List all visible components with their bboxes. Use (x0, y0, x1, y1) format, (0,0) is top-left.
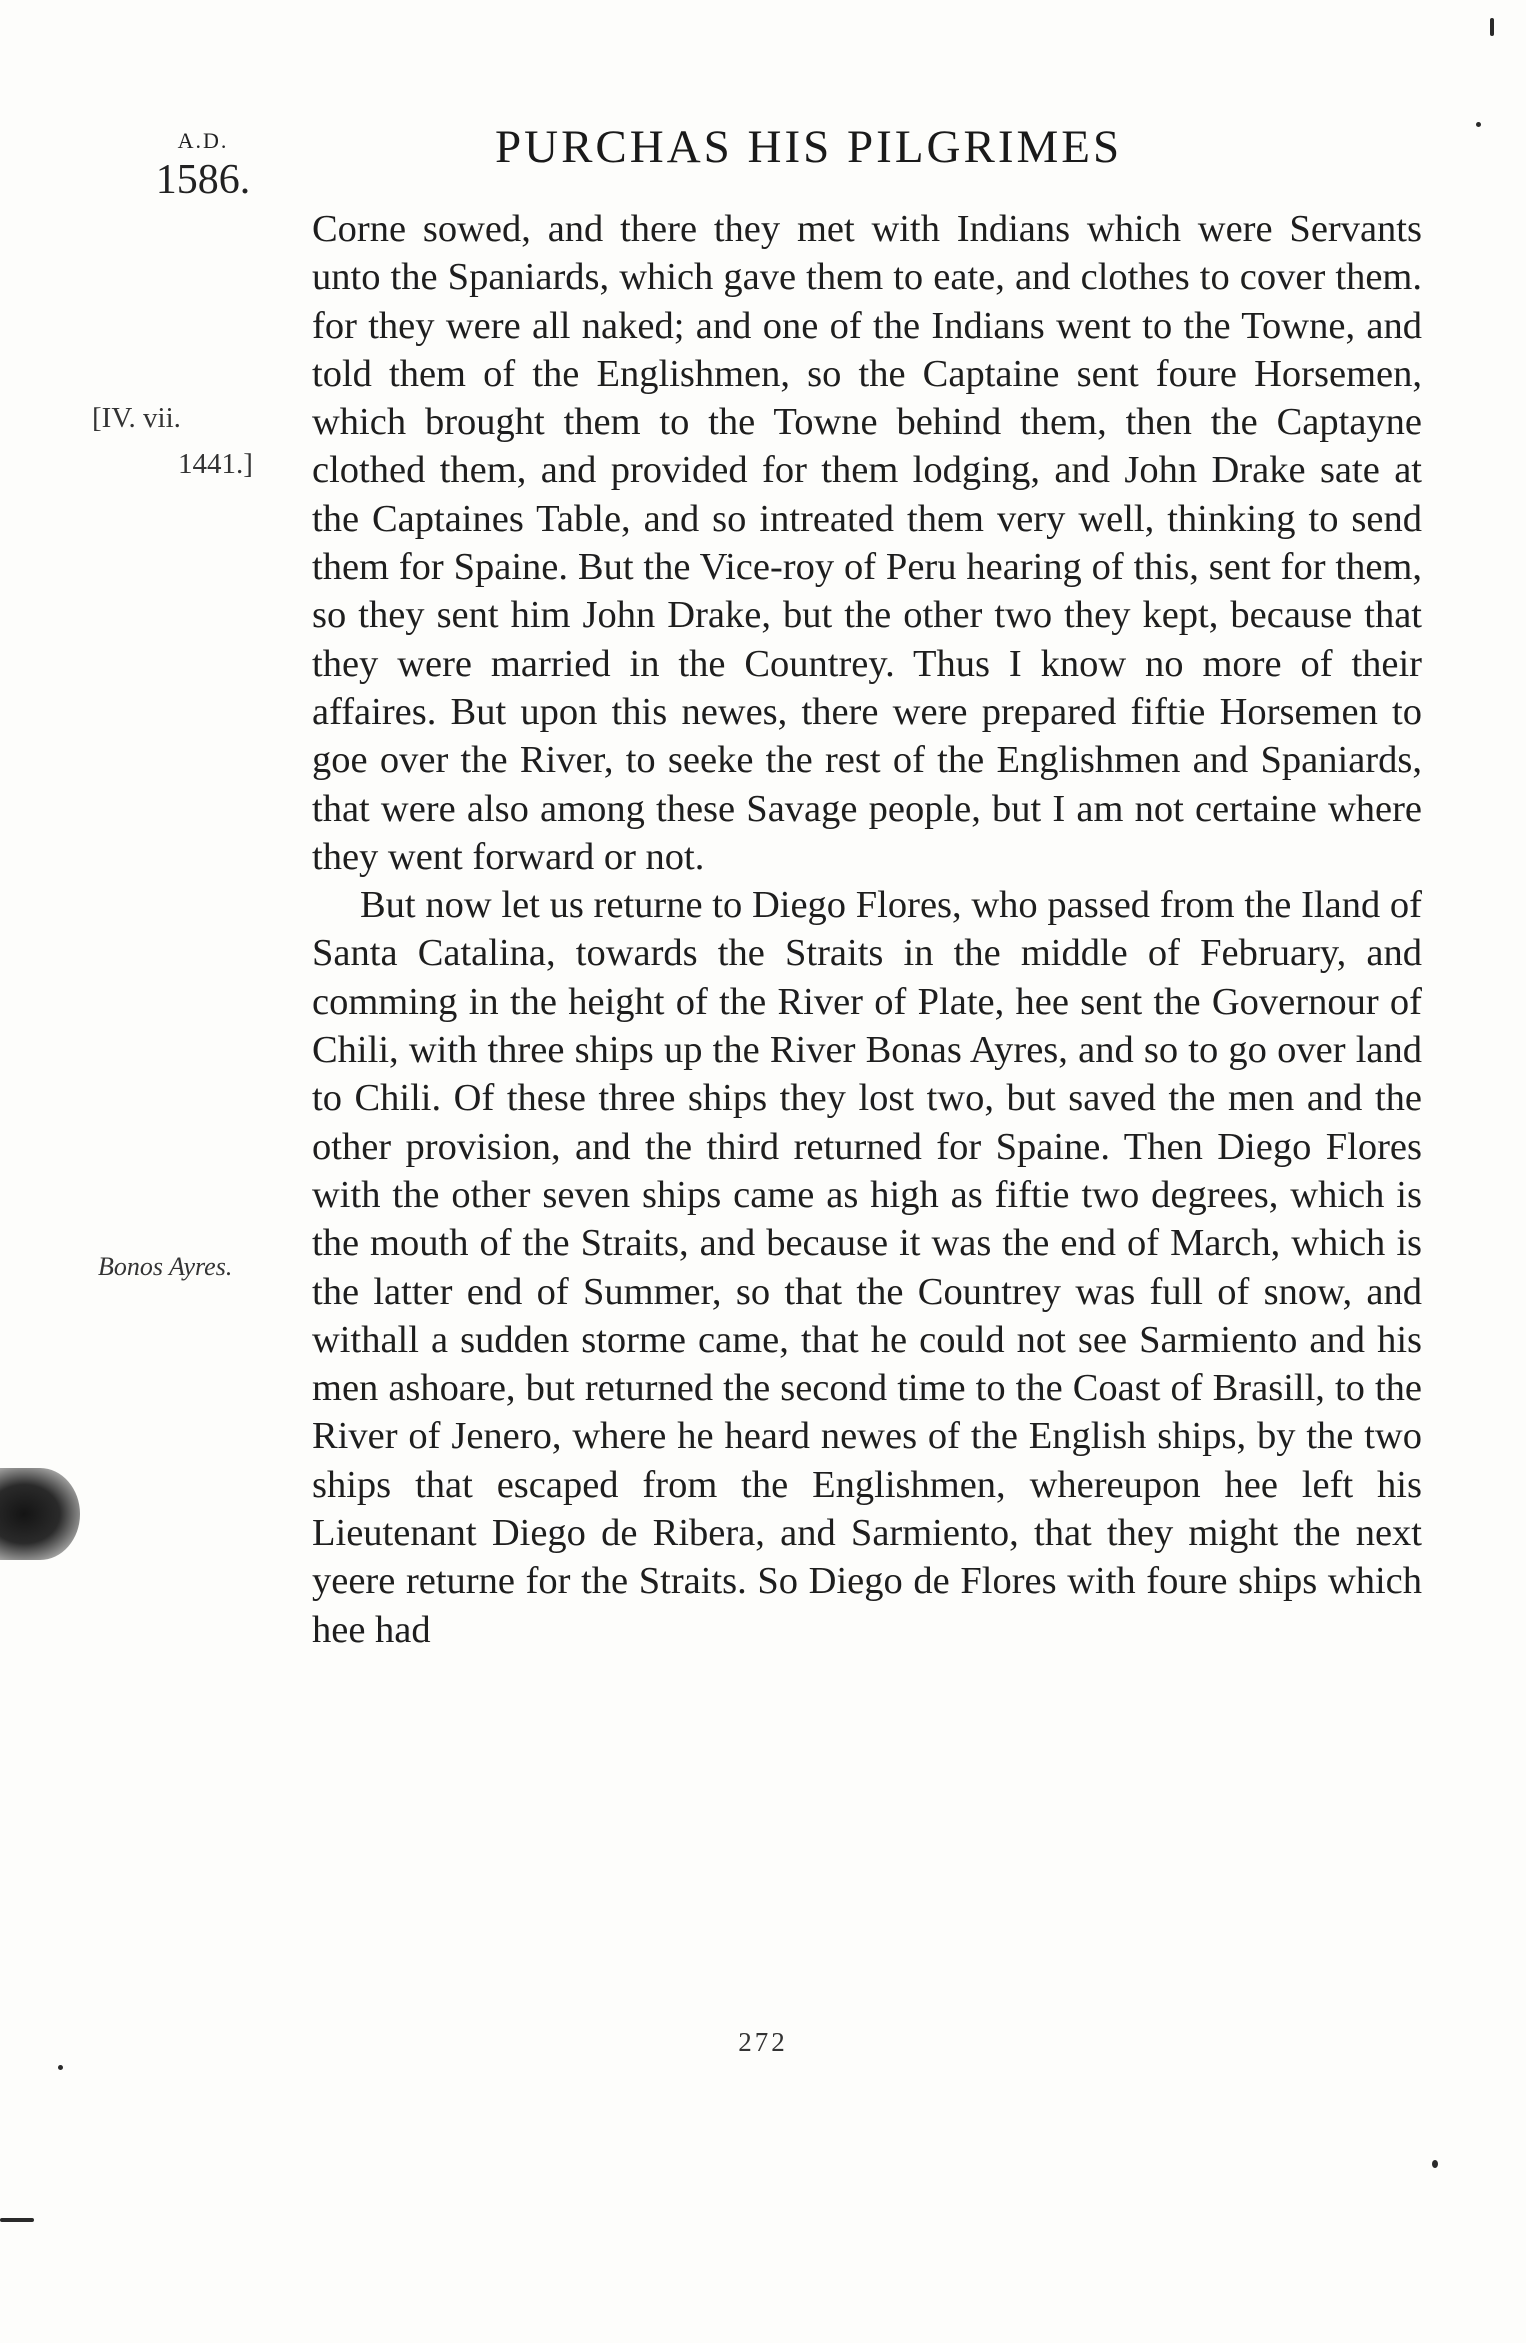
scan-speck (0, 2218, 34, 2222)
anno-domini-label: A.D. (177, 128, 229, 153)
scan-speck (1490, 18, 1494, 36)
body-text (312, 205, 1422, 1654)
page-number: 272 (738, 2027, 788, 2057)
scan-speck (1476, 122, 1481, 127)
year-label: 1586. (155, 157, 251, 203)
scan-thumb-shadow (0, 1468, 80, 1560)
paragraph-1: Corne sowed, and there they met with Indians which were Servants unto the Spaniards, which gave them to eate, and clothes to cover them. for they were all naked; and one of the Indians went to the Towne, and told them of the Englishmen, so the Captaine sent foure Horsemen, which brought them to the Towne behind them, then the Captayne clothed them, and provided for them lodging, and John Drake sate at the Captaines Table, and so intreated them very well, thinking to send them for Spaine. But the Vice-roy of Peru hearing of this, sent for them, so they sent him John Drake, but the other two they kept, because that they were married in the Countrey. Thus I know no more of their affaires. But upon this newes, there were prepared fiftie Horsemen to goe over the River, to seeke the rest of the Englishmen and Spaniards, that were also among these Savage people, but I am not certaine where they went forward or not. (312, 208, 1422, 878)
scan-speck (1432, 2160, 1438, 2168)
margin-note-page-ref: 1441.] (178, 448, 253, 480)
margin-year (148, 128, 258, 204)
running-title: PURCHAS HIS PILGRIMES (495, 121, 1123, 173)
scan-speck (58, 2065, 63, 2070)
paragraph-2: But now let us returne to Diego Flores, who passed from the Iland of Santa Catalina, towards the Straits in the middle of February, and comming in the height of the River of Plate, hee sent the Governour of Chili, with three ships up the River Bonas Ayres, and so to go over land to Chili. Of these three ships they lost two, but saved the men and the other provision, and the third returned for Spaine. Then Diego Flores with the other seven ships came as high as fiftie two degrees, which is the mouth of the Straits, and because it was the end of March, which is the latter end of Summer, so that the Countrey was full of snow, and withall a sudden storme came, that he could not see Sarmiento and his men ashoare, but returned the second time to the Coast of Brasill, to the River of Jenero, where he heard newes of the English ships, by the two ships that escaped from the Englishmen, whereupon hee left his Lieutenant Diego de Ribera, and Sarmiento, that they might the next yeere returne for the Straits. So Diego de Flores with foure ships which hee had (312, 884, 1422, 1651)
margin-note-bonos-ayres: Bonos Ayres. (98, 1252, 233, 1281)
margin-note-volume-ref: [IV. vii. (92, 402, 181, 434)
